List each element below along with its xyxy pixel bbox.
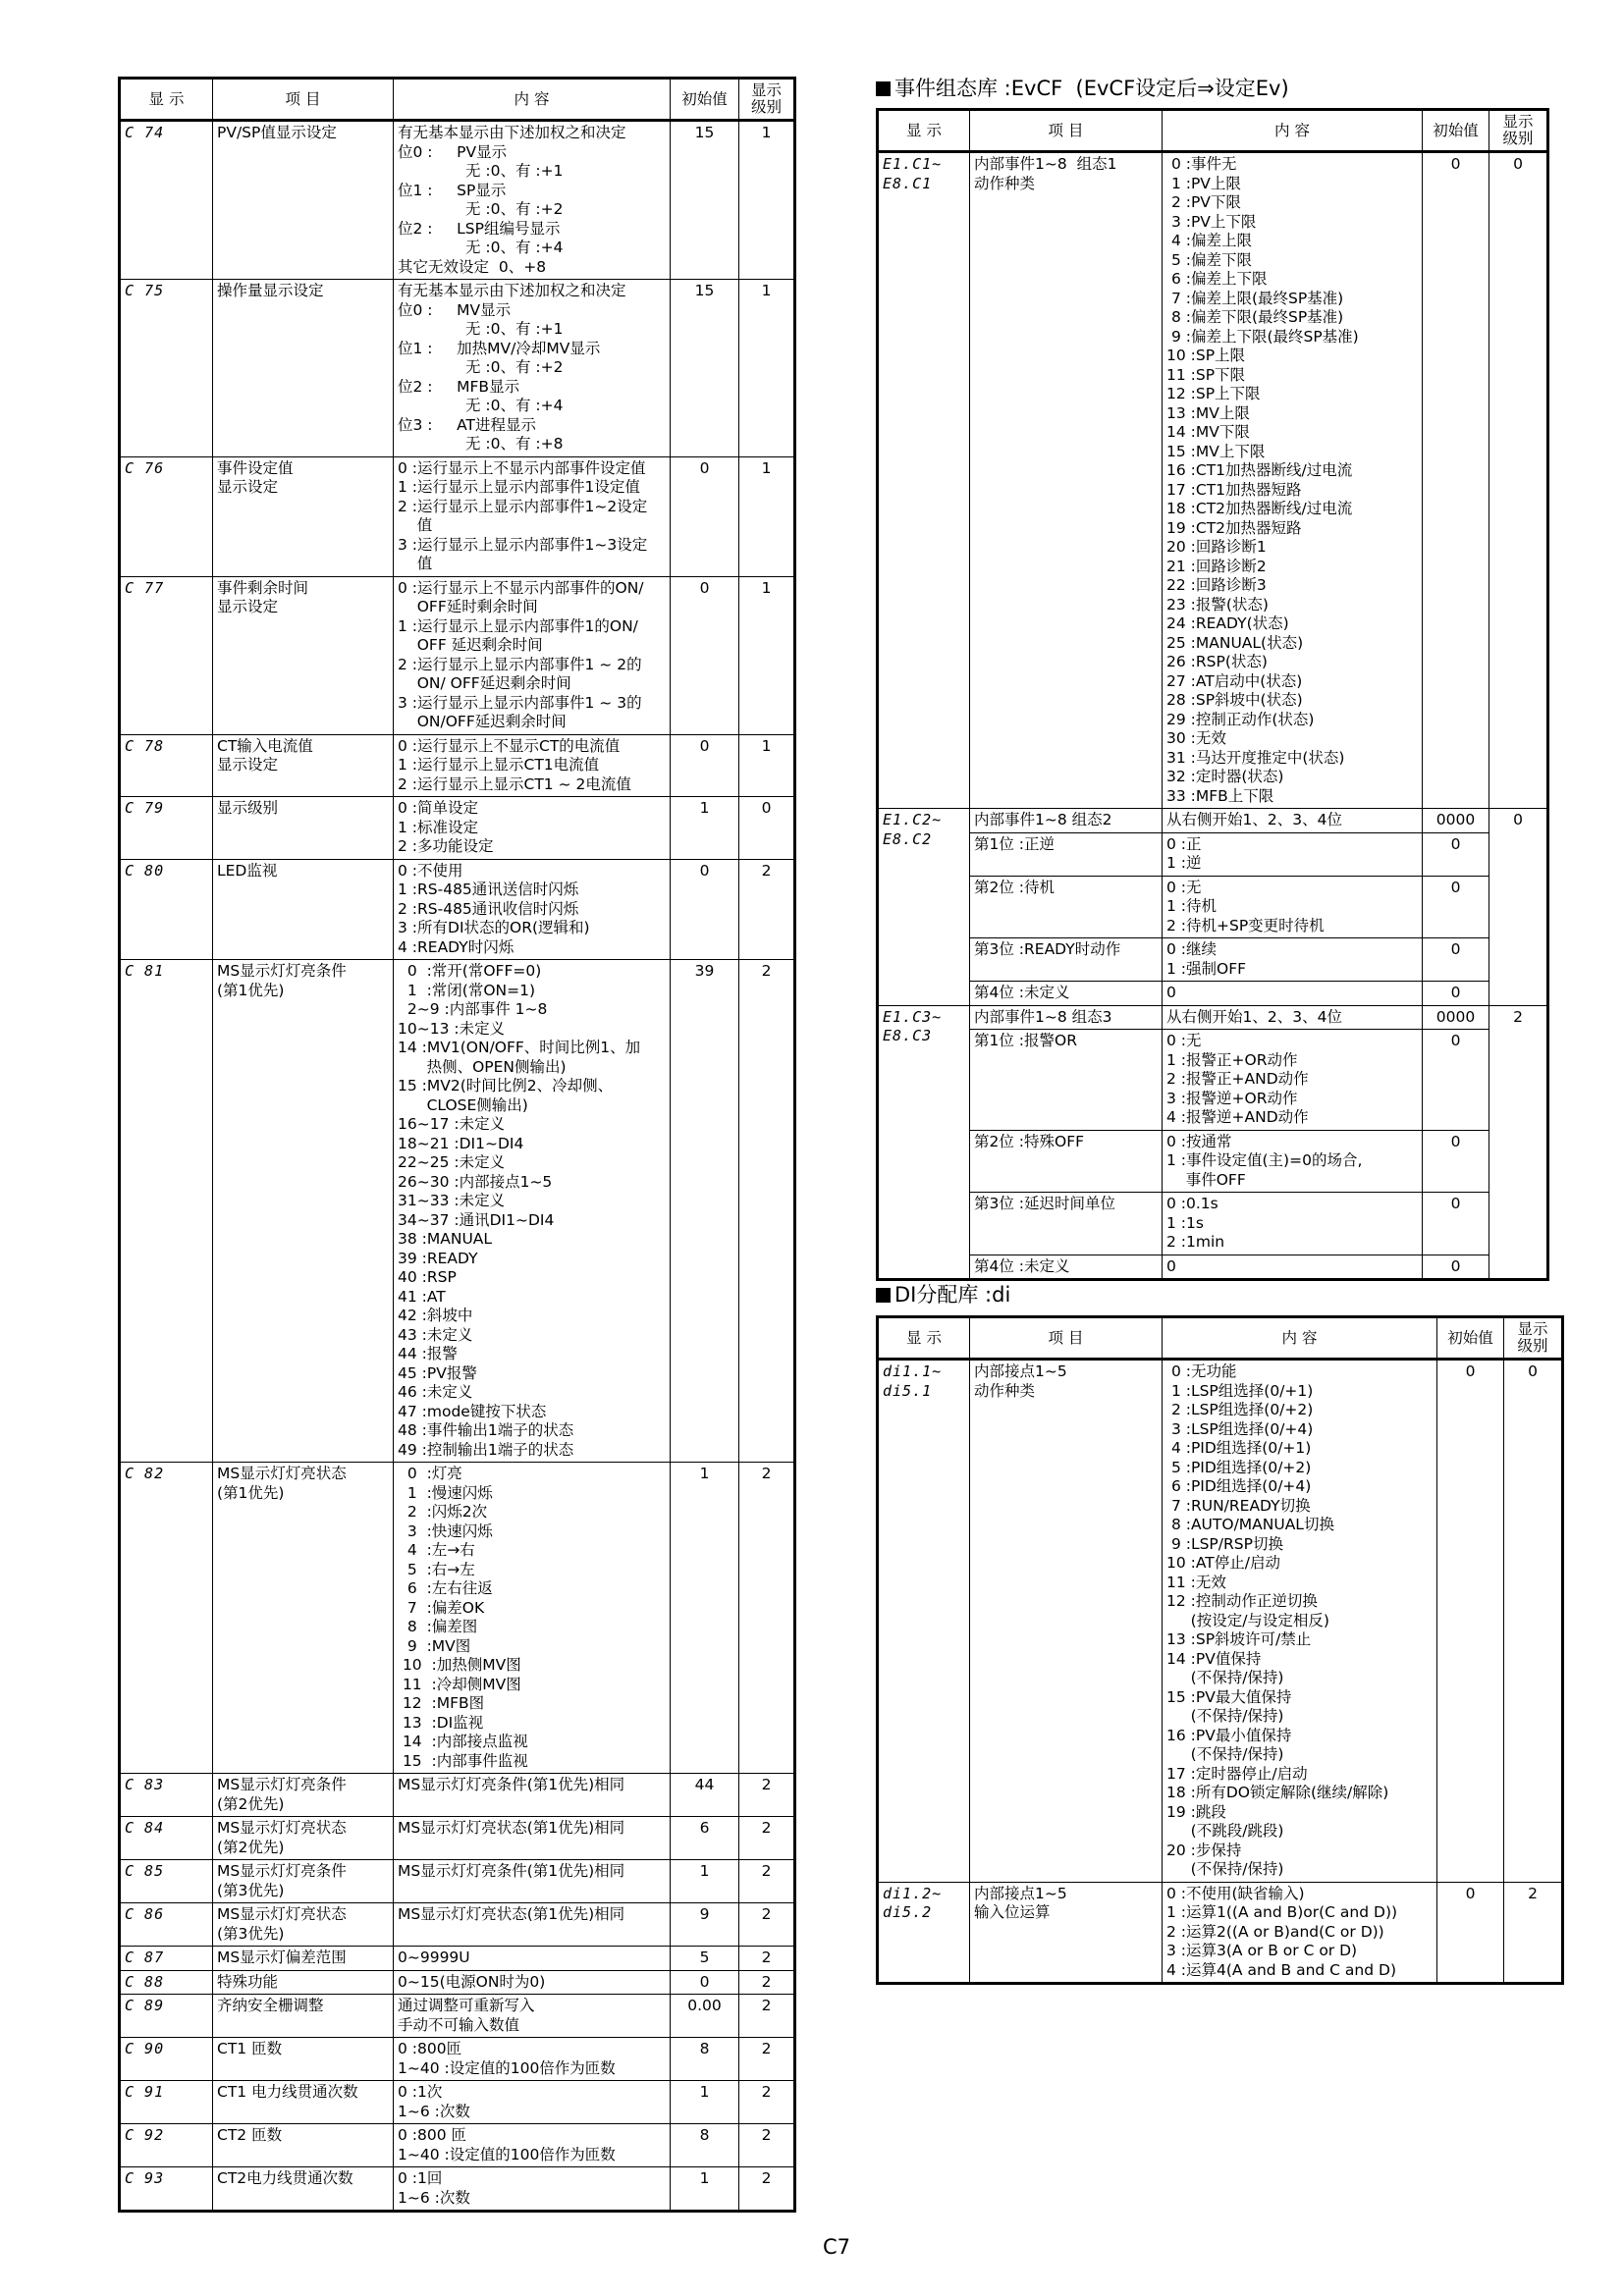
di-title-text: DI分配库 :di bbox=[894, 1283, 1011, 1307]
sub-row bbox=[878, 982, 1548, 1006]
parameter-content: 0 :事件无 1 :PV上限 2 :PV下限 3 :PV上下限 4 :偏差上限 5 :偏差下限 6 :偏差上下限 7 :偏差上限(最终SP基准) 8 :偏差下限(最终SP基准) 9 :偏差上下限(最终SP基准) 10 :SP上限 11 :SP下限 12 :SP上下限 13 :MV上限 14 :MV下限 15 :MV上下限 16 :CT1加热器断线/过电流 17 :CT1加热器短路 18 :CT2加热器断线/过电流 19 :CT2加热器短路 20 :回路诊断1 21 :回路诊断2 22 :回路诊断3 23 :报警(状态) 24 :READY(状态) 25 :MANUAL(状态) 26 :RSP(状态) 27 :AT启动中(状态) 28 :SP斜坡中(状态) 29 :控制正动作(状态) 30 :无效 31 :马达开度推定中(状态) 32 :定时器(状态) 33 :MFB上下限 bbox=[1163, 152, 1423, 809]
table-row bbox=[878, 1360, 1563, 1883]
table-row bbox=[120, 1463, 795, 1774]
parameter-code: C 89 bbox=[120, 1995, 213, 2038]
sub-item: 第3位 :延迟时间单位 bbox=[970, 1193, 1163, 1255]
sub-content: 0 :无 1 :待机 2 :待机+SP变更时待机 bbox=[1163, 876, 1423, 938]
initial-value: 1 bbox=[671, 1860, 739, 1903]
display-level: 2 bbox=[739, 1817, 795, 1860]
table-row bbox=[878, 809, 1548, 833]
table-row bbox=[120, 2081, 795, 2124]
table-row bbox=[120, 1774, 795, 1817]
parameter-code: C 92 bbox=[120, 2124, 213, 2167]
sub-initial-value: 0 bbox=[1423, 1030, 1489, 1131]
parameter-content: 0 :800 匝 1~40 :设定值的100倍作为匝数 bbox=[394, 2124, 671, 2167]
parameter-item: CT1 电力线贯通次数 bbox=[213, 2081, 394, 2124]
header-content: 内 容 bbox=[1163, 1317, 1437, 1360]
left-parameter-table bbox=[118, 77, 796, 2213]
parameter-content: MS显示灯灯亮状态(第1优先)相同 bbox=[394, 1903, 671, 1947]
sub-initial-value: 0 bbox=[1423, 1255, 1489, 1280]
square-bullet-icon bbox=[876, 1288, 891, 1303]
sub-content: 0 :正 1 :逆 bbox=[1163, 832, 1423, 876]
initial-value: 39 bbox=[671, 960, 739, 1463]
parameter-content: 0 :灯亮 1 :慢速闪烁 2 :闪烁2次 3 :快速闪烁 4 :左→右 5 :右→左 6 :左右往返 7 :偏差OK 8 :偏差图 9 :MV图 10 :加热侧MV图 11 :冷却侧MV图 12 :MFB图 13 :DI监视 14 :内部接点监视 15 :内部事件监视 bbox=[394, 1463, 671, 1774]
sub-content: 0 bbox=[1163, 982, 1423, 1006]
table-row bbox=[878, 152, 1548, 809]
parameter-code: E1.C1~ E8.C1 bbox=[878, 152, 970, 809]
parameter-item: 特殊功能 bbox=[213, 1970, 394, 1995]
parameter-code: C 79 bbox=[120, 797, 213, 860]
event-config-table bbox=[876, 108, 1549, 1281]
header-initial-value: 初始值 bbox=[1437, 1317, 1504, 1360]
table-row bbox=[120, 734, 795, 797]
sub-content: 0 :按通常 1 :事件设定值(主)=0的场合, 事件OFF bbox=[1163, 1130, 1423, 1193]
parameter-item: 内部事件1~8 组态2 bbox=[970, 809, 1163, 833]
parameter-item: 事件剩余时间 显示设定 bbox=[213, 576, 394, 734]
header-display-level: 显示 级别 bbox=[1489, 110, 1548, 152]
parameter-item: 操作量显示设定 bbox=[213, 280, 394, 457]
table-row bbox=[120, 456, 795, 576]
sub-initial-value: 0 bbox=[1423, 938, 1489, 982]
table-row bbox=[120, 1903, 795, 1947]
display-level: 0 bbox=[1504, 1360, 1563, 1883]
parameter-code: C 83 bbox=[120, 1774, 213, 1817]
initial-value: 1 bbox=[671, 797, 739, 860]
parameter-content: 0 :运行显示上不显示CT的电流值 1 :运行显示上显示CT1电流值 2 :运行显示上显示CT1 ~ 2电流值 bbox=[394, 734, 671, 797]
header-item: 项 目 bbox=[970, 110, 1163, 152]
parameter-code: di1.2~ di5.2 bbox=[878, 1882, 970, 1984]
table-row bbox=[120, 2124, 795, 2167]
display-level: 1 bbox=[739, 121, 795, 280]
sub-content: 0 bbox=[1163, 1255, 1423, 1280]
parameter-code: C 74 bbox=[120, 121, 213, 280]
parameter-content: 0~9999U bbox=[394, 1947, 671, 1971]
display-level: 2 bbox=[739, 1947, 795, 1971]
display-level: 2 bbox=[739, 2124, 795, 2167]
parameter-content: 0 :1次 1~6 :次数 bbox=[394, 2081, 671, 2124]
initial-value: 1 bbox=[671, 2081, 739, 2124]
left-table-header bbox=[120, 79, 795, 121]
table-row bbox=[120, 859, 795, 960]
parameter-code: C 80 bbox=[120, 859, 213, 960]
sub-item: 第2位 :特殊OFF bbox=[970, 1130, 1163, 1193]
parameter-content: 0 :不使用(缺省输入) 1 :运算1((A and B)or(C and D)) 2 :运算2((A or B)and(C or D)) 3 :运算3(A or B or C or D) 4 :运算4(A and B and C and D) bbox=[1163, 1882, 1437, 1984]
parameter-item: MS显示灯灯亮状态 (第3优先) bbox=[213, 1903, 394, 1947]
display-level: 2 bbox=[739, 1995, 795, 2038]
parameter-content: MS显示灯灯亮条件(第1优先)相同 bbox=[394, 1774, 671, 1817]
display-level: 1 bbox=[739, 734, 795, 797]
ev-section-title bbox=[876, 77, 1289, 100]
display-level: 0 bbox=[1489, 152, 1548, 809]
table-row bbox=[120, 121, 795, 280]
sub-item: 第4位 :未定义 bbox=[970, 1255, 1163, 1280]
sub-initial-value: 0 bbox=[1423, 876, 1489, 938]
parameter-content: 0 :800匝 1~40 :设定值的100倍作为匝数 bbox=[394, 2038, 671, 2081]
parameter-item: 内部接点1~5 输入位运算 bbox=[970, 1882, 1163, 1984]
sub-row bbox=[878, 1193, 1548, 1255]
display-level: 2 bbox=[739, 1970, 795, 1995]
parameter-code: C 85 bbox=[120, 1860, 213, 1903]
parameter-code: C 88 bbox=[120, 1970, 213, 1995]
parameter-item: 齐纳安全栅调整 bbox=[213, 1995, 394, 2038]
initial-value: 0000 bbox=[1423, 809, 1489, 833]
parameter-code: C 81 bbox=[120, 960, 213, 1463]
table-row bbox=[120, 1970, 795, 1995]
ev-table-body bbox=[878, 152, 1548, 1280]
table-row bbox=[120, 1817, 795, 1860]
initial-value: 44 bbox=[671, 1774, 739, 1817]
display-level: 0 bbox=[1489, 809, 1548, 1006]
parameter-item: CT输入电流值 显示设定 bbox=[213, 734, 394, 797]
display-level: 2 bbox=[739, 1903, 795, 1947]
initial-value: 0 bbox=[1423, 152, 1489, 809]
initial-value: 0.00 bbox=[671, 1995, 739, 2038]
parameter-item: PV/SP值显示设定 bbox=[213, 121, 394, 280]
table-row bbox=[878, 1882, 1563, 1984]
parameter-code: C 75 bbox=[120, 280, 213, 457]
parameter-content: 从右侧开始1、2、3、4位 bbox=[1163, 809, 1423, 833]
parameter-content: 0 :1回 1~6 :次数 bbox=[394, 2167, 671, 2212]
parameter-content: 0 :无功能 1 :LSP组选择(0/+1) 2 :LSP组选择(0/+2) 3 :LSP组选择(0/+4) 4 :PID组选择(0/+1) 5 :PID组选择(0/+2) 6 :PID组选择(0/+4) 7 :RUN/READY切换 8 :AUTO/MANUAL切换 9 :LSP/RSP切换 10 :AT停止/启动 11 :无效 12 :控制动作正逆切换 (按设定/与设定相反) 13 :SP斜坡许可/禁止 14 :PV值保持 (不保持/保持) 15 :PV最大值保持 (不保持/保持) 16 :PV最小值保持 (不保持/保持) 17 :定时器停止/启动 18 :所有DO锁定解除(继续/解除) 19 :跳段 (不跳段/跳段) 20 :步保持 (不保持/保持) bbox=[1163, 1360, 1437, 1883]
display-level: 2 bbox=[1504, 1882, 1563, 1984]
table-row bbox=[120, 576, 795, 734]
square-bullet-icon bbox=[876, 81, 891, 96]
parameter-item: MS显示灯灯亮条件 (第2优先) bbox=[213, 1774, 394, 1817]
ev-table-header bbox=[878, 110, 1548, 152]
parameter-content: 0 :运行显示上不显示内部事件设定值 1 :运行显示上显示内部事件1设定值 2 :运行显示上显示内部事件1~2设定 值 3 :运行显示上显示内部事件1~3设定 值 bbox=[394, 456, 671, 576]
sub-row bbox=[878, 1030, 1548, 1131]
header-content: 内 容 bbox=[394, 79, 671, 121]
parameter-code: C 77 bbox=[120, 576, 213, 734]
initial-value: 0 bbox=[1437, 1882, 1504, 1984]
parameter-item: 内部事件1~8 组态3 bbox=[970, 1005, 1163, 1030]
table-row bbox=[120, 797, 795, 860]
header-item: 项 目 bbox=[970, 1317, 1163, 1360]
parameter-code: C 76 bbox=[120, 456, 213, 576]
left-table-body bbox=[120, 121, 795, 2212]
header-display: 显 示 bbox=[120, 79, 213, 121]
parameter-content: 0~15(电源ON时为0) bbox=[394, 1970, 671, 1995]
display-level: 1 bbox=[739, 576, 795, 734]
initial-value: 0000 bbox=[1423, 1005, 1489, 1030]
parameter-code: C 91 bbox=[120, 2081, 213, 2124]
display-level: 2 bbox=[1489, 1005, 1548, 1280]
display-level: 2 bbox=[739, 2038, 795, 2081]
di-table-header bbox=[878, 1317, 1563, 1360]
parameter-item: 事件设定值 显示设定 bbox=[213, 456, 394, 576]
initial-value: 0 bbox=[671, 456, 739, 576]
parameter-item: MS显示灯灯亮状态 (第2优先) bbox=[213, 1817, 394, 1860]
display-level: 2 bbox=[739, 2167, 795, 2212]
di-table-body bbox=[878, 1360, 1563, 1984]
initial-value: 0 bbox=[671, 576, 739, 734]
initial-value: 8 bbox=[671, 2038, 739, 2081]
initial-value: 8 bbox=[671, 2124, 739, 2167]
parameter-code: C 90 bbox=[120, 2038, 213, 2081]
display-level: 2 bbox=[739, 1463, 795, 1774]
initial-value: 15 bbox=[671, 121, 739, 280]
header-initial-value: 初始值 bbox=[1423, 110, 1489, 152]
header-display: 显 示 bbox=[878, 110, 970, 152]
table-row bbox=[120, 280, 795, 457]
parameter-content: MS显示灯灯亮条件(第1优先)相同 bbox=[394, 1860, 671, 1903]
ev-title-text: 事件组态库 :EvCF (EvCF设定后⇒设定Ev) bbox=[894, 77, 1289, 100]
parameter-content: 有无基本显示由下述加权之和决定 位0 : PV显示 无 :0、有 :+1 位1 : SP显示 无 :0、有 :+2 位2 : LSP组编号显示 无 :0、有 :+4 其它无效设定 0、+8 bbox=[394, 121, 671, 280]
display-level: 1 bbox=[739, 280, 795, 457]
parameter-item: MS显示灯偏差范围 bbox=[213, 1947, 394, 1971]
sub-initial-value: 0 bbox=[1423, 1130, 1489, 1193]
di-assignment-table bbox=[876, 1315, 1564, 1985]
parameter-item: MS显示灯灯亮状态 (第1优先) bbox=[213, 1463, 394, 1774]
sub-content: 0 :无 1 :报警正+OR动作 2 :报警正+AND动作 3 :报警逆+OR动作 4 :报警逆+AND动作 bbox=[1163, 1030, 1423, 1131]
parameter-content: 有无基本显示由下述加权之和决定 位0 : MV显示 无 :0、有 :+1 位1 : 加热MV/冷却MV显示 无 :0、有 :+2 位2 : MFB显示 无 :0、有 :+4 位3 : AT进程显示 无 :0、有 :+8 bbox=[394, 280, 671, 457]
display-level: 0 bbox=[739, 797, 795, 860]
parameter-content: 0 :常开(常OFF=0) 1 :常闭(常ON=1) 2~9 :内部事件 1~8 10~13 :未定义 14 :MV1(ON/OFF、时间比例1、加 热侧、OPEN侧输出) 15 :MV2(时间比例2、冷却侧、 CLOSE侧输出) 16~17 :未定义 18~21 :DI1~DI4 22~25 :未定义 26~30 :内部接点1~5 31~33 :未定义 34~37 :通讯DI1~DI4 38 :MANUAL 39 :READY 40 :RSP 41 :AT 42 :斜坡中 43 :未定义 44 :报警 45 :PV报警 46 :未定义 47 :mode键按下状态 48 :事件输出1端子的状态 49 :控制输出1端子的状态 bbox=[394, 960, 671, 1463]
di-section-title bbox=[876, 1283, 1010, 1307]
initial-value: 0 bbox=[671, 734, 739, 797]
initial-value: 5 bbox=[671, 1947, 739, 1971]
parameter-code: C 87 bbox=[120, 1947, 213, 1971]
sub-row bbox=[878, 1255, 1548, 1280]
display-level: 2 bbox=[739, 2081, 795, 2124]
table-row bbox=[120, 1947, 795, 1971]
parameter-code: C 86 bbox=[120, 1903, 213, 1947]
sub-initial-value: 0 bbox=[1423, 1193, 1489, 1255]
table-row bbox=[120, 1995, 795, 2038]
parameter-content: 通过调整可重新写入 手动不可输入数值 bbox=[394, 1995, 671, 2038]
parameter-code: E1.C3~ E8.C3 bbox=[878, 1005, 970, 1280]
parameter-content: MS显示灯灯亮状态(第1优先)相同 bbox=[394, 1817, 671, 1860]
initial-value: 0 bbox=[671, 859, 739, 960]
initial-value: 9 bbox=[671, 1903, 739, 1947]
sub-row bbox=[878, 1130, 1548, 1193]
parameter-content: 从右侧开始1、2、3、4位 bbox=[1163, 1005, 1423, 1030]
sub-item: 第2位 :待机 bbox=[970, 876, 1163, 938]
sub-initial-value: 0 bbox=[1423, 832, 1489, 876]
initial-value: 0 bbox=[1437, 1360, 1504, 1883]
initial-value: 1 bbox=[671, 1463, 739, 1774]
display-level: 2 bbox=[739, 859, 795, 960]
parameter-item: CT2 匝数 bbox=[213, 2124, 394, 2167]
sub-content: 0 :0.1s 1 :1s 2 :1min bbox=[1163, 1193, 1423, 1255]
display-level: 2 bbox=[739, 960, 795, 1463]
initial-value: 0 bbox=[671, 1970, 739, 1995]
parameter-content: 0 :简单设定 1 :标准设定 2 :多功能设定 bbox=[394, 797, 671, 860]
table-row bbox=[120, 960, 795, 1463]
parameter-item: 内部接点1~5 动作种类 bbox=[970, 1360, 1163, 1883]
parameter-item: CT1 匝数 bbox=[213, 2038, 394, 2081]
parameter-code: C 78 bbox=[120, 734, 213, 797]
table-row bbox=[120, 2167, 795, 2212]
sub-row bbox=[878, 832, 1548, 876]
header-content: 内 容 bbox=[1163, 110, 1423, 152]
initial-value: 15 bbox=[671, 280, 739, 457]
parameter-code: C 84 bbox=[120, 1817, 213, 1860]
header-display: 显 示 bbox=[878, 1317, 970, 1360]
sub-item: 第3位 :READY时动作 bbox=[970, 938, 1163, 982]
parameter-content: 0 :不使用 1 :RS-485通讯送信时闪烁 2 :RS-485通讯收信时闪烁 3 :所有DI状态的OR(逻辑和) 4 :READY时闪烁 bbox=[394, 859, 671, 960]
sub-row bbox=[878, 876, 1548, 938]
page-number: C7 bbox=[823, 2235, 851, 2259]
parameter-item: 显示级别 bbox=[213, 797, 394, 860]
sub-content: 0 :继续 1 :强制OFF bbox=[1163, 938, 1423, 982]
table-row bbox=[120, 1860, 795, 1903]
display-level: 2 bbox=[739, 1774, 795, 1817]
parameter-item: MS显示灯灯亮条件 (第1优先) bbox=[213, 960, 394, 1463]
header-display-level: 显示 级别 bbox=[1504, 1317, 1563, 1360]
header-display-level: 显示 级别 bbox=[739, 79, 795, 121]
header-item: 项 目 bbox=[213, 79, 394, 121]
header-initial-value: 初始值 bbox=[671, 79, 739, 121]
parameter-code: C 82 bbox=[120, 1463, 213, 1774]
parameter-item: LED监视 bbox=[213, 859, 394, 960]
sub-item: 第1位 :报警OR bbox=[970, 1030, 1163, 1131]
parameter-item: MS显示灯灯亮条件 (第3优先) bbox=[213, 1860, 394, 1903]
parameter-item: CT2电力线贯通次数 bbox=[213, 2167, 394, 2212]
parameter-item: 内部事件1~8 组态1 动作种类 bbox=[970, 152, 1163, 809]
table-row bbox=[120, 2038, 795, 2081]
parameter-code: C 93 bbox=[120, 2167, 213, 2212]
parameter-code: E1.C2~ E8.C2 bbox=[878, 809, 970, 1006]
initial-value: 6 bbox=[671, 1817, 739, 1860]
display-level: 1 bbox=[739, 456, 795, 576]
display-level: 2 bbox=[739, 1860, 795, 1903]
initial-value: 1 bbox=[671, 2167, 739, 2212]
sub-item: 第4位 :未定义 bbox=[970, 982, 1163, 1006]
parameter-content: 0 :运行显示上不显示内部事件的ON/ OFF延时剩余时间 1 :运行显示上显示内部事件1的ON/ OFF 延迟剩余时间 2 :运行显示上显示内部事件1 ~ 2的 ON/ OFF延迟剩余时间 3 :运行显示上显示内部事件1 ~ 3的 ON/OFF延迟剩余时间 bbox=[394, 576, 671, 734]
table-row bbox=[878, 1005, 1548, 1030]
sub-item: 第1位 :正逆 bbox=[970, 832, 1163, 876]
parameter-code: di1.1~ di5.1 bbox=[878, 1360, 970, 1883]
sub-initial-value: 0 bbox=[1423, 982, 1489, 1006]
sub-row bbox=[878, 938, 1548, 982]
